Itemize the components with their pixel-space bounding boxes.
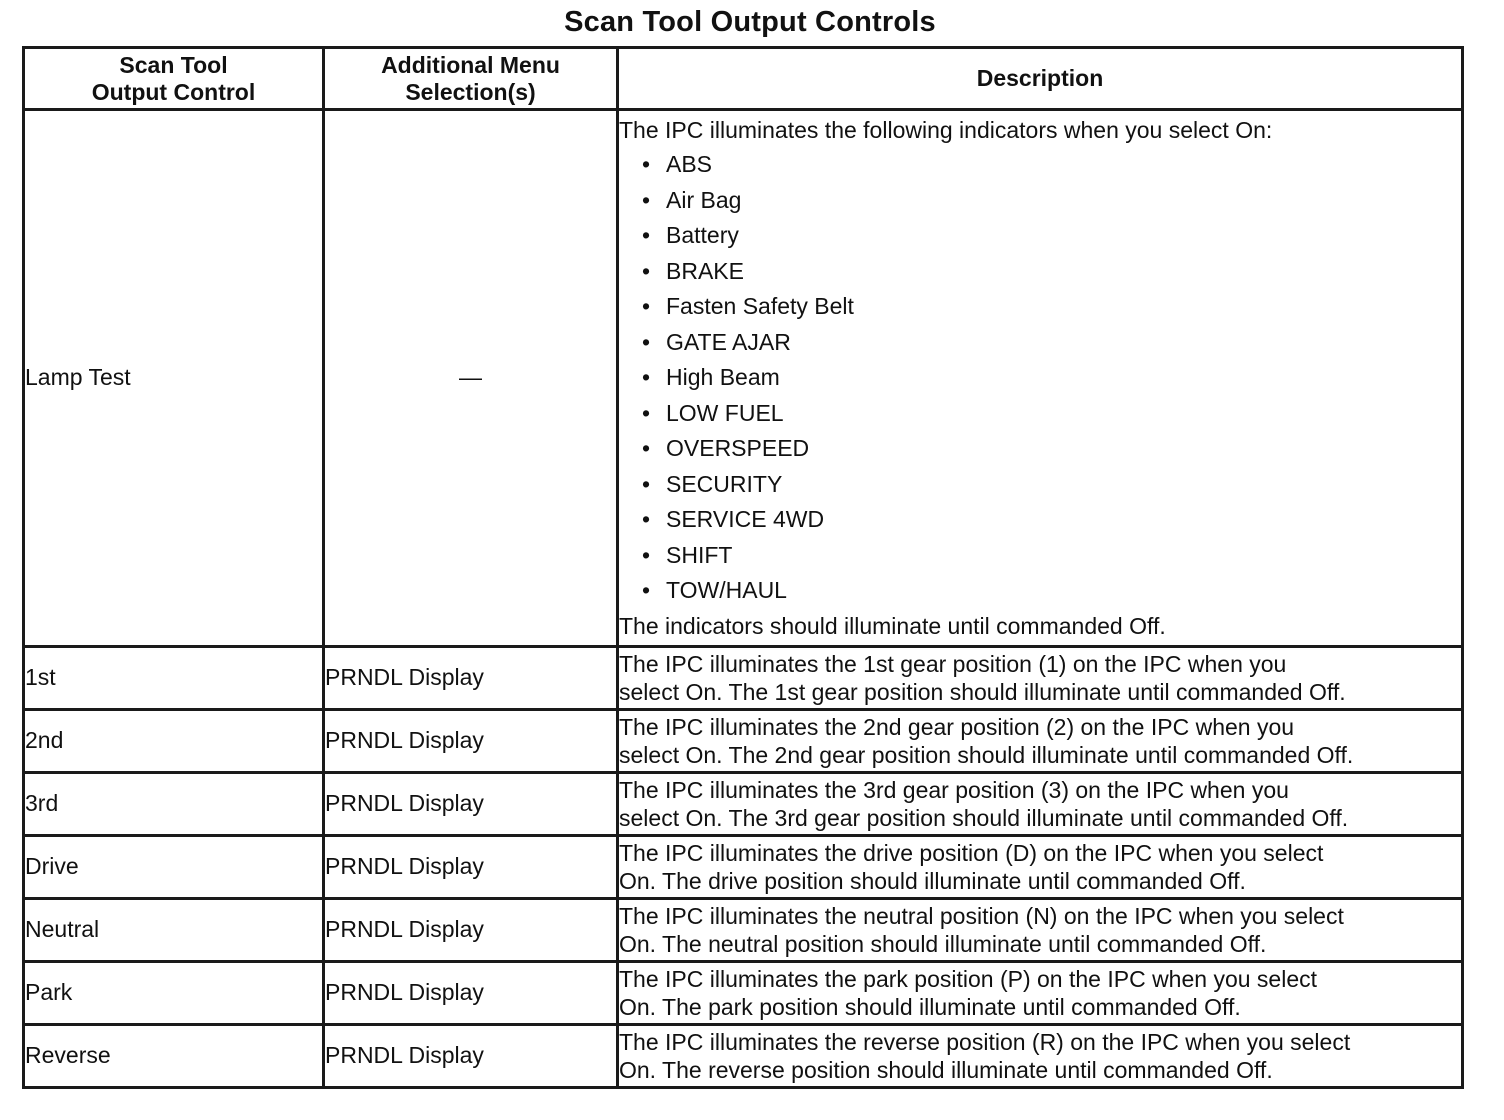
- bullet-icon: •: [642, 328, 651, 355]
- indicator-item: [619, 573, 1461, 609]
- header-menu-selection-line2: Selection(s): [405, 78, 536, 105]
- indicator-item: [619, 538, 1461, 574]
- cell-menu-selection: —: [324, 110, 618, 647]
- lamp-test-intro: The IPC illuminates the following indicators when you select On:: [619, 117, 1273, 143]
- indicator-label: BRAKE: [666, 257, 744, 284]
- description-line: On. The park position should illuminate until commanded Off.: [619, 993, 1241, 1020]
- table-row-lamp-test: [24, 110, 1463, 647]
- cell-output-control: Lamp Test: [24, 110, 324, 647]
- cell-description: [618, 961, 1463, 1024]
- indicator-item: [619, 218, 1461, 254]
- cell-description: [618, 772, 1463, 835]
- bullet-icon: •: [642, 506, 651, 532]
- cell-menu-selection: PRNDL Display: [324, 1024, 618, 1087]
- cell-menu-selection: PRNDL Display: [324, 898, 618, 961]
- cell-description: [618, 898, 1463, 961]
- header-output-control-line2: Output Control: [91, 78, 256, 105]
- table-row: [24, 898, 1463, 961]
- description-line: The IPC illuminates the reverse position (R) on the IPC when you select: [619, 1028, 1351, 1055]
- cell-description: [618, 709, 1463, 772]
- indicator-label: SHIFT: [666, 541, 733, 568]
- indicator-item: [619, 325, 1461, 361]
- indicator-item: [619, 360, 1461, 396]
- bullet-icon: •: [642, 257, 651, 284]
- bullet-icon: •: [642, 399, 651, 426]
- bullet-icon: •: [642, 186, 651, 213]
- table-row: [24, 772, 1463, 835]
- indicator-label: ABS: [666, 151, 713, 177]
- table-title: Scan Tool Output Controls: [564, 6, 936, 38]
- cell-menu-selection: PRNDL Display: [324, 961, 618, 1024]
- indicator-list: [619, 147, 1461, 609]
- bullet-icon: •: [642, 435, 651, 461]
- cell-menu-selection: PRNDL Display: [324, 772, 618, 835]
- header-description: Description: [618, 48, 1463, 110]
- indicator-item: [619, 254, 1461, 290]
- header-menu-selection: [324, 48, 618, 110]
- cell-description: [618, 110, 1463, 647]
- indicator-item: [619, 147, 1461, 183]
- indicator-item: [619, 467, 1461, 503]
- cell-output-control: Reverse: [24, 1024, 324, 1087]
- indicator-label: SECURITY: [666, 470, 783, 497]
- indicator-label: Battery: [666, 222, 739, 248]
- description-line: select On. The 3rd gear position should illuminate until commanded Off.: [619, 804, 1349, 831]
- cell-menu-selection: PRNDL Display: [324, 835, 618, 898]
- description-line: The IPC illuminates the neutral position (N) on the IPC when you select: [619, 902, 1344, 929]
- bullet-icon: •: [642, 222, 651, 248]
- description-line: The IPC illuminates the 2nd gear position (2) on the IPC when you: [619, 713, 1295, 740]
- bullet-icon: •: [642, 577, 651, 603]
- table-row: [24, 835, 1463, 898]
- description-line: select On. The 2nd gear position should illuminate until commanded Off.: [619, 741, 1354, 768]
- header-row: [24, 48, 1463, 110]
- description-line: select On. The 1st gear position should illuminate until commanded Off.: [619, 678, 1346, 705]
- table-row: [24, 961, 1463, 1024]
- description-line: On. The neutral position should illuminate until commanded Off.: [619, 930, 1267, 957]
- description-line: On. The drive position should illuminate until commanded Off.: [619, 867, 1246, 894]
- cell-output-control: 3rd: [24, 772, 324, 835]
- cell-menu-selection: PRNDL Display: [324, 709, 618, 772]
- bullet-icon: •: [642, 293, 651, 319]
- bullet-icon: •: [642, 151, 651, 177]
- indicator-label: High Beam: [666, 364, 780, 390]
- indicator-item: [619, 502, 1461, 538]
- bullet-icon: •: [642, 470, 651, 497]
- description-line: The IPC illuminates the 1st gear position (1) on the IPC when you: [619, 650, 1287, 677]
- bullet-icon: •: [642, 541, 651, 568]
- indicator-item: [619, 431, 1461, 467]
- description-line: The IPC illuminates the 3rd gear position (3) on the IPC when you: [619, 776, 1289, 803]
- bullet-icon: •: [642, 364, 651, 390]
- description-line: The IPC illuminates the park position (P) on the IPC when you select: [619, 965, 1318, 992]
- indicator-label: OVERSPEED: [666, 435, 810, 461]
- table-row: [24, 709, 1463, 772]
- indicator-label: GATE AJAR: [666, 328, 791, 355]
- header-output-control: [24, 48, 324, 110]
- indicator-item: [619, 183, 1461, 219]
- indicator-label: LOW FUEL: [666, 399, 784, 426]
- lamp-test-outro: The indicators should illuminate until commanded Off.: [619, 612, 1166, 639]
- indicator-item: [619, 289, 1461, 325]
- header-menu-selection-line1: Additional Menu: [381, 51, 560, 78]
- description-line: The IPC illuminates the drive position (D) on the IPC when you select: [619, 839, 1324, 866]
- cell-output-control: 1st: [24, 646, 324, 709]
- indicator-label: SERVICE 4WD: [666, 506, 825, 532]
- indicator-label: TOW/HAUL: [666, 577, 787, 603]
- output-controls-table: [22, 46, 1464, 1089]
- cell-description: [618, 646, 1463, 709]
- cell-description: [618, 1024, 1463, 1087]
- cell-description: [618, 835, 1463, 898]
- indicator-label: Air Bag: [666, 186, 742, 213]
- cell-output-control: Neutral: [24, 898, 324, 961]
- table-row: [24, 646, 1463, 709]
- header-output-control-line1: Scan Tool: [119, 51, 228, 78]
- description-line: On. The reverse position should illuminate until commanded Off.: [619, 1056, 1273, 1083]
- indicator-label: Fasten Safety Belt: [666, 293, 854, 319]
- cell-output-control: Drive: [24, 835, 324, 898]
- cell-menu-selection: PRNDL Display: [324, 646, 618, 709]
- table-row: [24, 1024, 1463, 1087]
- cell-output-control: 2nd: [24, 709, 324, 772]
- indicator-item: [619, 396, 1461, 432]
- cell-output-control: Park: [24, 961, 324, 1024]
